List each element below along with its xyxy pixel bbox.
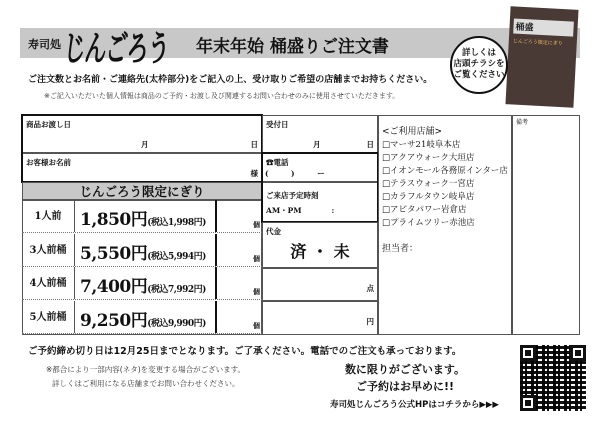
product-name: 3人前桶 [22, 234, 75, 266]
tax-included-price: (税込7,992円) [147, 285, 206, 296]
tax-included-price: (税込9,990円) [147, 319, 206, 330]
tax-included-price: (税込1,998円) [147, 218, 206, 228]
deadline-note: ご予約締め切り日は12月25日までとなります。ご了承ください。電話でのご注文も承っております。 [28, 346, 462, 357]
product-row [22, 267, 262, 300]
phone-format: ( ) ー [265, 169, 325, 178]
product-header: じんごろう限定にぎり [22, 182, 262, 200]
honorific: 様 [250, 169, 258, 178]
store-checkbox[interactable]: □アピタパワー岩倉店 [382, 205, 467, 215]
payment-field[interactable] [262, 222, 378, 268]
shop-prefix: 寿司処 [28, 38, 61, 51]
price: 1,850円 [80, 210, 148, 230]
instructions: ご注文数とお名前・ご連絡先(太枠部分)をご記入の上、受け取りご希望の店舗までお持ちください。 [28, 75, 433, 85]
product-row [22, 200, 262, 233]
qty-unit: 個 [253, 220, 260, 229]
qr-code[interactable] [520, 345, 586, 411]
flyer-title: 桶盛 [513, 18, 574, 36]
product-name: 1人前 [22, 200, 75, 232]
label: 商品お渡し日 [26, 120, 71, 129]
store-checkbox[interactable]: □テラスウォーク一宮店 [382, 179, 475, 189]
quantity-input[interactable] [215, 200, 262, 232]
brand-logo: じんごろう [61, 28, 171, 70]
product-name: 4人前桶 [22, 267, 75, 299]
month-label: 月 [313, 140, 321, 149]
product-price [80, 239, 206, 264]
product-price [80, 306, 206, 331]
limited-note: 数に限りがございます。 [344, 363, 466, 376]
ampm-label: AM・PM : [266, 206, 335, 215]
qr-finder [570, 345, 586, 361]
callout-line: 店頭チラシを [453, 59, 505, 69]
price: 9,250円 [80, 311, 148, 332]
flyer-image [505, 6, 578, 107]
official-site-link[interactable]: 寿司処じんごろう公式HPはコチラから▶▶▶ [330, 400, 499, 410]
points-unit: 点 [366, 284, 374, 293]
customer-name-field[interactable] [22, 153, 262, 182]
received-date-field[interactable] [262, 115, 378, 153]
store-checkbox[interactable]: □アクアウォーク大垣店 [382, 153, 475, 163]
day-label: 日 [366, 140, 374, 149]
staff-label: 担当者： [382, 244, 419, 254]
delivery-date-field[interactable] [22, 115, 262, 153]
product-row [22, 234, 262, 267]
price: 5,550円 [80, 243, 148, 264]
tax-included-price: (税込5,994円) [147, 251, 206, 262]
store-checkbox[interactable]: □マーサ21岐阜本店 [382, 140, 461, 150]
label: お客様お名前 [26, 158, 71, 167]
label: 備考 [516, 119, 529, 126]
footer-note: ※都合により一部内容(ネタ)を変更する場合がございます。 [46, 365, 246, 374]
total-field[interactable] [262, 301, 378, 335]
store-selection [378, 115, 512, 335]
day-label: 日 [250, 140, 258, 149]
qty-unit: 個 [253, 253, 260, 263]
qr-finder [520, 395, 536, 411]
visit-time-field[interactable] [262, 182, 378, 222]
store-checkbox[interactable]: □イオンモール各務原インター店 [382, 166, 508, 176]
label: ご来店予定時刻 [266, 191, 319, 200]
qty-unit: 個 [253, 287, 260, 297]
stores-label: <ご利用店舗> [382, 127, 443, 137]
phone-field[interactable] [262, 153, 378, 182]
flyer-subtitle: じんごろう限定にぎり [512, 38, 563, 48]
footer-note: 詳しくはご利用になる店舗までお問い合わせください。 [52, 379, 240, 388]
yen-unit: 円 [366, 317, 374, 326]
page-title: 年末年始 桶盛りご注文書 [196, 37, 389, 57]
quantity-input[interactable] [215, 301, 262, 333]
remarks-field[interactable] [512, 115, 580, 335]
callout-line: 詳しくは [461, 48, 496, 58]
product-price [80, 272, 206, 297]
limited-note: ご予約はお早めに!! [355, 380, 455, 393]
paid-status: 済 ・ 未 [290, 242, 350, 261]
month-label: 月 [141, 140, 149, 149]
points-field[interactable] [262, 268, 378, 301]
qr-finder [520, 345, 536, 361]
store-checkbox[interactable]: □カラフルタウン岐阜店 [382, 192, 475, 202]
product-name: 5人前桶 [22, 301, 75, 333]
label: 受付日 [266, 120, 289, 129]
product-price [80, 205, 206, 230]
quantity-input[interactable] [215, 267, 262, 299]
qty-unit: 個 [253, 321, 260, 331]
callout-line: ご覧ください [453, 70, 505, 80]
label: ☎電話 [266, 158, 289, 167]
product-row [22, 301, 262, 334]
price: 7,400円 [80, 277, 148, 298]
label: 代金 [266, 227, 281, 236]
flyer-callout [450, 36, 508, 94]
privacy-note: ※ご記入いただいた個人情報は商品のご予約・お渡し及び関連するお問い合わせのみに使用させていただきます。 [44, 92, 400, 100]
store-checkbox[interactable]: □プライムツリー赤池店 [382, 218, 475, 228]
quantity-input[interactable] [215, 234, 262, 266]
